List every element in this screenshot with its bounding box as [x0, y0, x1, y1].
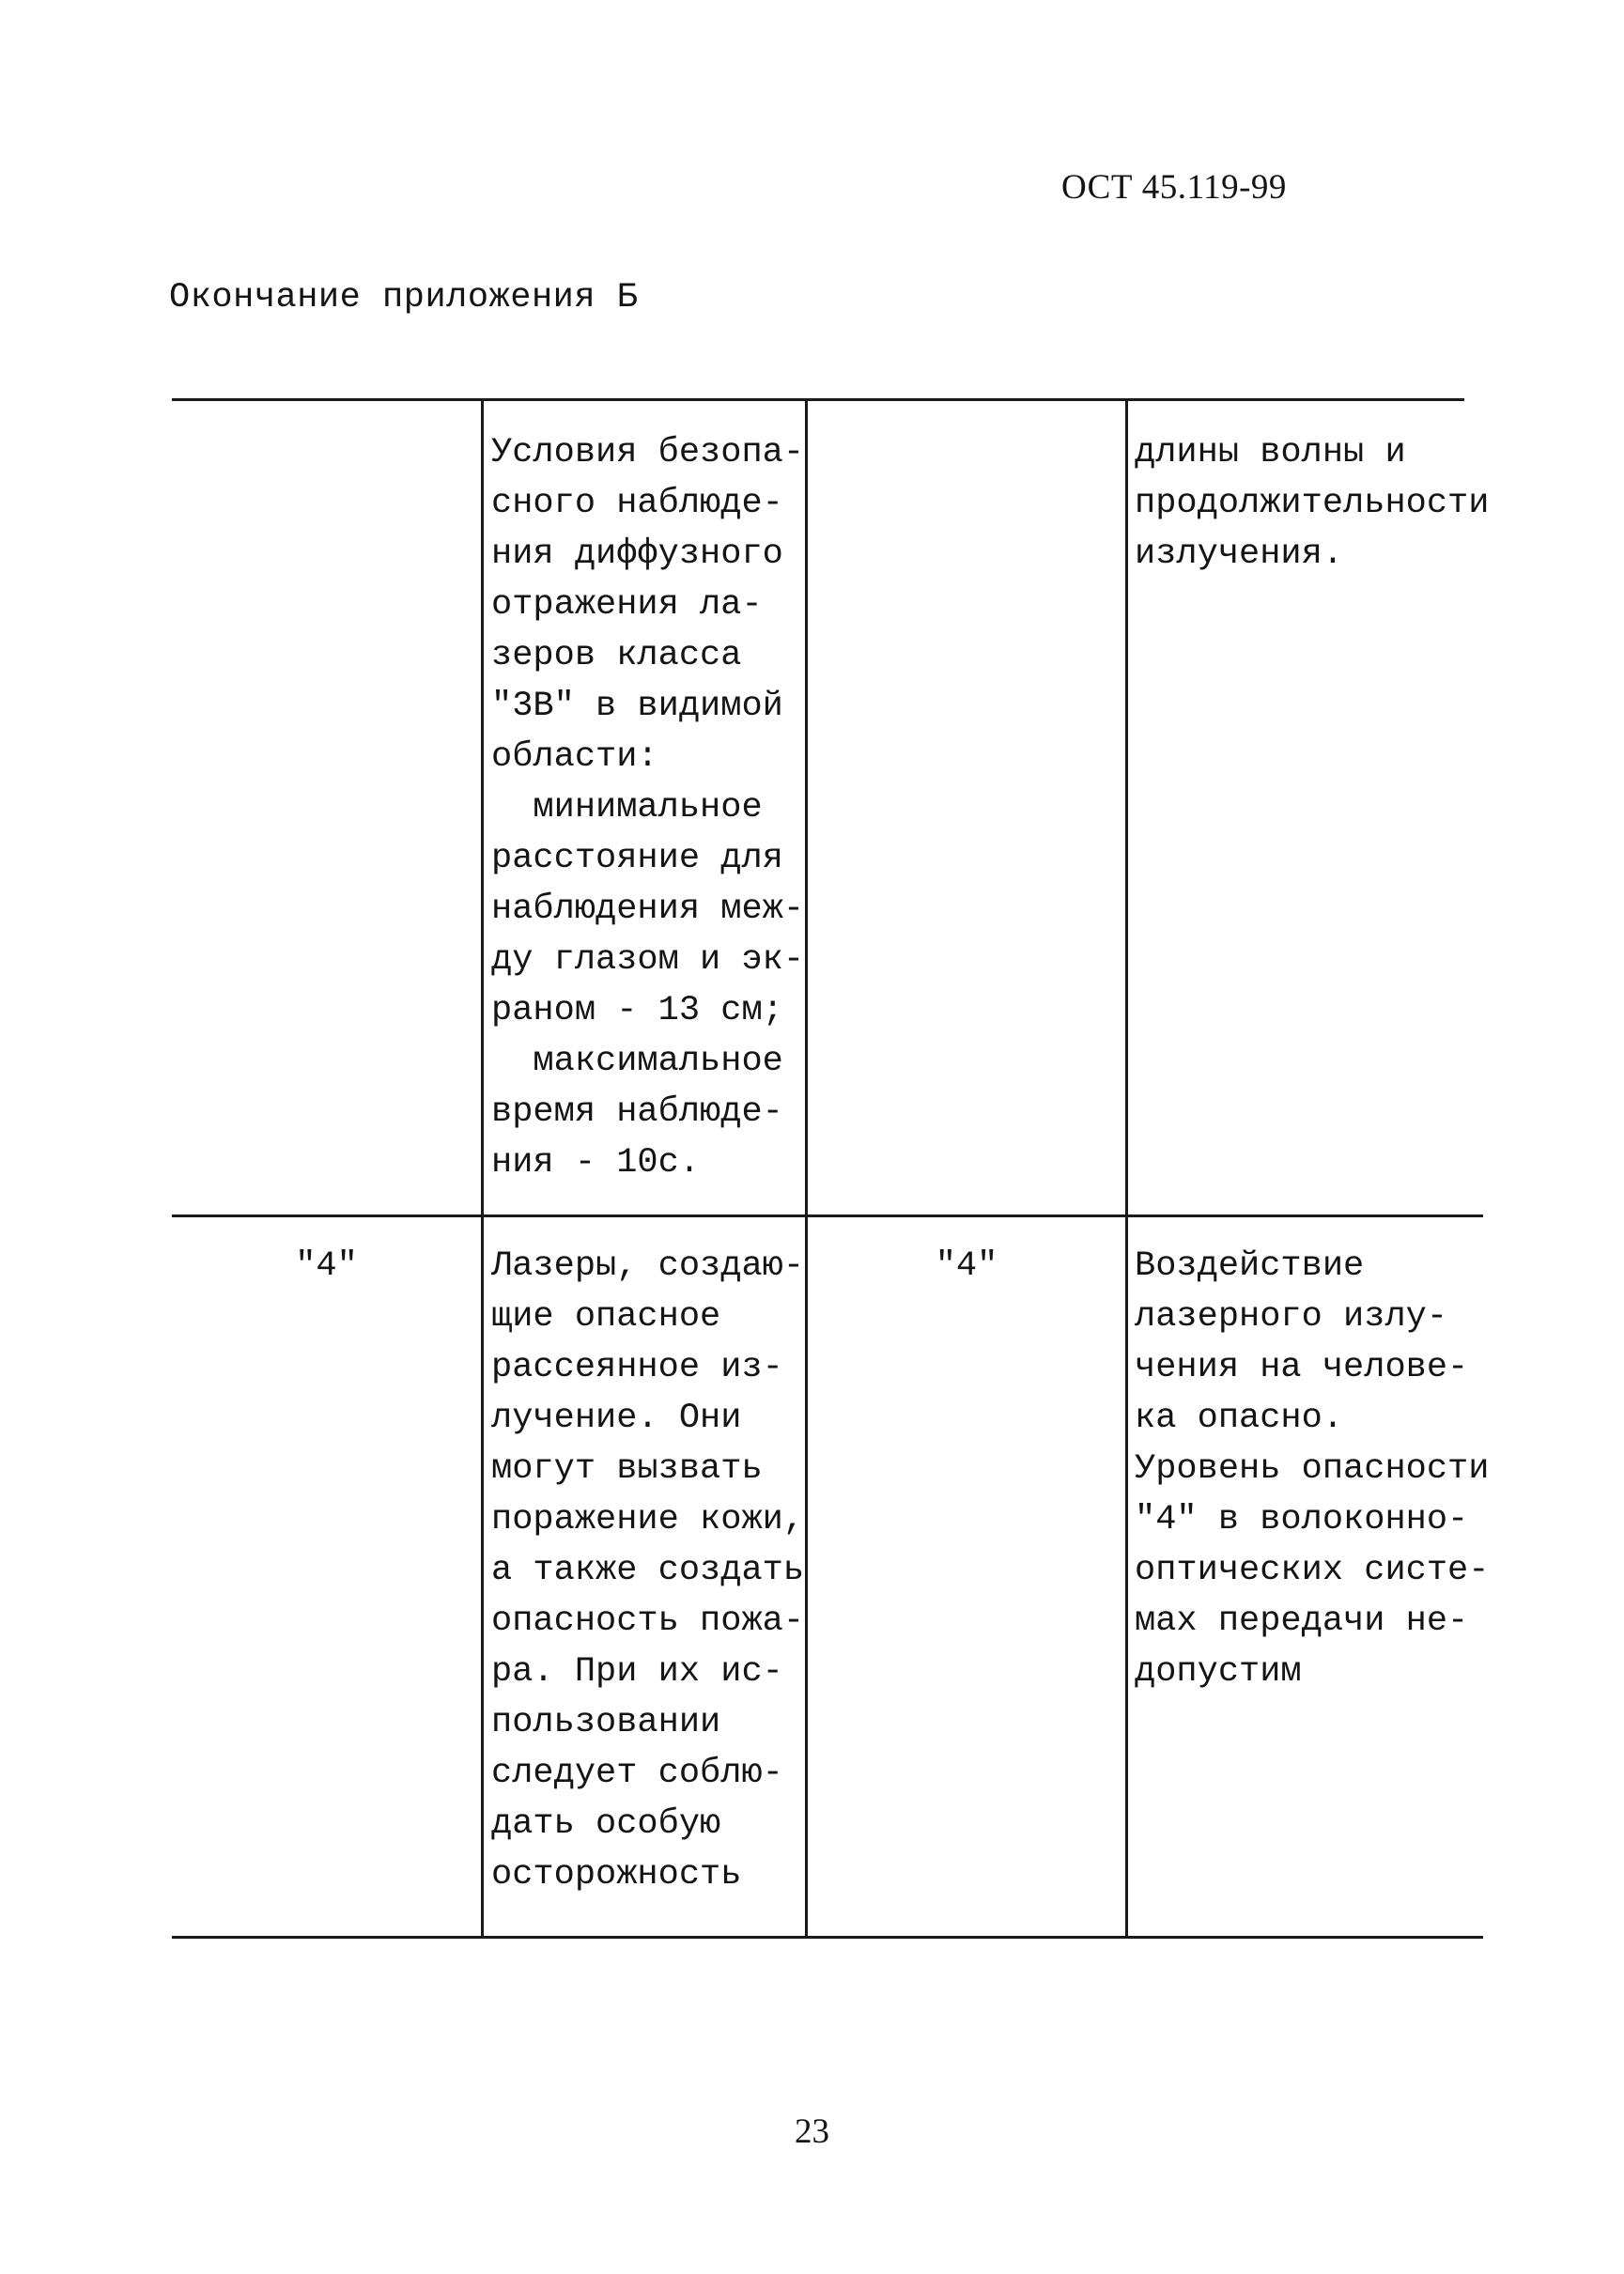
column-divider-2	[805, 398, 808, 1939]
table-bottom-rule	[172, 1936, 1483, 1939]
cell-line: максимальное	[491, 1042, 783, 1081]
cell-line: лазерного излу-	[1135, 1297, 1448, 1337]
cell-line: "3В" в видимой	[491, 687, 783, 726]
cell-line: опасность пожа-	[491, 1601, 805, 1641]
cell-line: "4" в волоконно-	[1135, 1500, 1469, 1539]
cell-line: ния - 10с.	[491, 1143, 701, 1183]
cell-line: Воздействие	[1135, 1246, 1365, 1286]
cell-line: расстояние для	[491, 839, 783, 878]
cell-line: дать особую	[491, 1804, 721, 1844]
table-row-2-col4	[1135, 1241, 1489, 1697]
cell-line: допустим	[1135, 1652, 1302, 1692]
cell-line: длины волны и	[1135, 433, 1406, 472]
cell-line: сного наблюде-	[491, 484, 783, 523]
section-title: Окончание приложения Б	[169, 278, 639, 317]
table-row-2-col1: "4"	[295, 1246, 358, 1286]
document-code: ОСТ 45.119-99	[1061, 168, 1287, 207]
cell-line: ра. При их ис-	[491, 1652, 783, 1692]
cell-line: осторожность	[491, 1855, 742, 1895]
column-divider-3	[1125, 398, 1128, 1939]
cell-line: Лазеры, создаю-	[491, 1246, 805, 1286]
cell-line: могут вызвать	[491, 1449, 763, 1489]
cell-line: Условия безопа-	[491, 433, 805, 472]
table-row-2-col3: "4"	[935, 1246, 998, 1286]
cell-line: ния диффузного	[491, 534, 783, 574]
table-top-rule	[172, 398, 1464, 401]
cell-line: оптических систе-	[1135, 1551, 1490, 1590]
cell-line: следует соблю-	[491, 1754, 783, 1793]
cell-line: раном - 13 см;	[491, 991, 783, 1030]
cell-line: чения на челове-	[1135, 1348, 1469, 1387]
cell-line: рассеянное из-	[491, 1348, 783, 1387]
cell-line: мах передачи не-	[1135, 1601, 1469, 1641]
cell-line: наблюдения меж-	[491, 889, 805, 929]
cell-line: ка опасно.	[1135, 1399, 1344, 1438]
cell-line: щие опасное	[491, 1297, 721, 1337]
page-number: 23	[795, 2112, 829, 2151]
table-row-1-col2	[491, 427, 804, 1188]
cell-line: ду глазом и эк-	[491, 940, 805, 980]
cell-line: поражение кожи,	[491, 1500, 805, 1539]
table-row-1-col4	[1135, 427, 1489, 580]
cell-line: пользовании	[491, 1703, 721, 1742]
cell-line: области:	[491, 737, 658, 777]
cell-line: время наблюде-	[491, 1092, 783, 1132]
table-row-divider	[172, 1214, 1483, 1217]
cell-line: а также создать	[491, 1551, 805, 1590]
column-divider-1	[481, 398, 484, 1939]
cell-line: излучения.	[1135, 534, 1344, 574]
cell-line: зеров класса	[491, 636, 742, 675]
table-row-2-col2	[491, 1241, 804, 1900]
cell-line: отражения ла-	[491, 585, 763, 625]
cell-line: Уровень опасности	[1135, 1449, 1490, 1489]
cell-line: минимальное	[491, 788, 763, 828]
cell-line: продолжительности	[1135, 484, 1490, 523]
cell-line: лучение. Они	[491, 1399, 742, 1438]
